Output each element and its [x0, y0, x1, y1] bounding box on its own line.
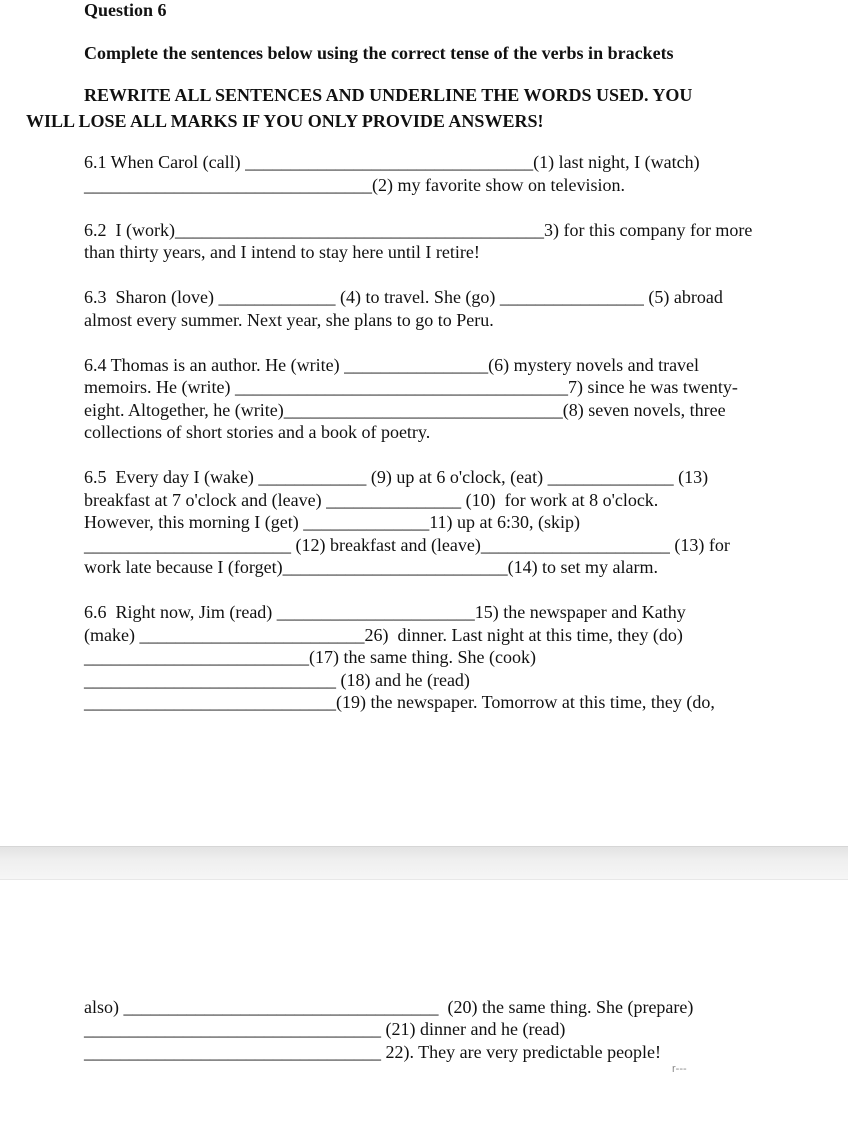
exercise-line: 6.1 When Carol (call) ________________________________(1) last night, I (watch)	[84, 152, 700, 172]
exercise-line: work late because I (forget)_________________________(14) to set my alarm.	[84, 557, 659, 577]
page-break	[0, 846, 848, 880]
exercise-line: _______________________ (12) breakfast and (leave)_____________________ (13) for	[84, 535, 730, 555]
warning-line-2: WILL LOSE ALL MARKS IF YOU ONLY PROVIDE ANSWERS!	[26, 111, 544, 131]
exercise-line: memoirs. He (write) _____________________________________7) since he was twenty-	[84, 377, 738, 397]
exercise-line: 6.5 Every day I (wake) ____________ (9) up at 6 o'clock, (eat) ______________ (13)	[84, 467, 709, 487]
exercise-line: 6.3 Sharon (love) _____________ (4) to travel. She (go) ________________ (5) abroad	[84, 287, 723, 307]
exercise-line: However, this morning I (get) ______________11) up at 6:30, (skip)	[84, 512, 581, 532]
exercise-line: 6.6 Right now, Jim (read) ______________________15) the newspaper and Kathy	[84, 602, 686, 622]
exercise-line: ____________________________ (18) and he (read)	[84, 670, 470, 690]
cut-off-text: r---	[672, 1063, 687, 1075]
exercise-line: 6.2 I (work)_________________________________________3) for this company for more	[84, 220, 753, 240]
exercise-line: ________________________________(2) my favorite show on television.	[84, 175, 625, 195]
exercise-line: than thirty years, and I intend to stay here until I retire!	[84, 242, 480, 262]
exercise-line: collections of short stories and a book of poetry.	[84, 422, 431, 442]
instruction: Complete the sentences below using the correct tense of the verbs in brackets	[84, 43, 674, 63]
exercise-line: _________________________(17) the same thing. She (cook)	[84, 647, 536, 667]
exercise-line: 6.4 Thomas is an author. He (write) ________________(6) mystery novels and travel	[84, 355, 700, 375]
exercise-line: ____________________________(19) the newspaper. Tomorrow at this time, they (do,	[84, 692, 715, 712]
exercise-line: breakfast at 7 o'clock and (leave) _______________ (10) for work at 8 o'clock.	[84, 490, 659, 510]
exercise-line: _________________________________ 22). They are very predictable people!	[84, 1042, 662, 1062]
exercise-line: also) ___________________________________ (20) the same thing. She (prepare)	[84, 997, 694, 1017]
exercise-line: almost every summer. Next year, she plans to go to Peru.	[84, 310, 494, 330]
exercise-line: (make) _________________________26) dinner. Last night at this time, they (do)	[84, 625, 683, 645]
exercise-line: _________________________________ (21) dinner and he (read)	[84, 1019, 566, 1039]
question-title: Question 6	[84, 0, 167, 20]
warning-line-1: REWRITE ALL SENTENCES AND UNDERLINE THE WORDS USED. YOU	[84, 85, 693, 105]
exercise-line: eight. Altogether, he (write)_______________________________(8) seven novels, three	[84, 400, 726, 420]
